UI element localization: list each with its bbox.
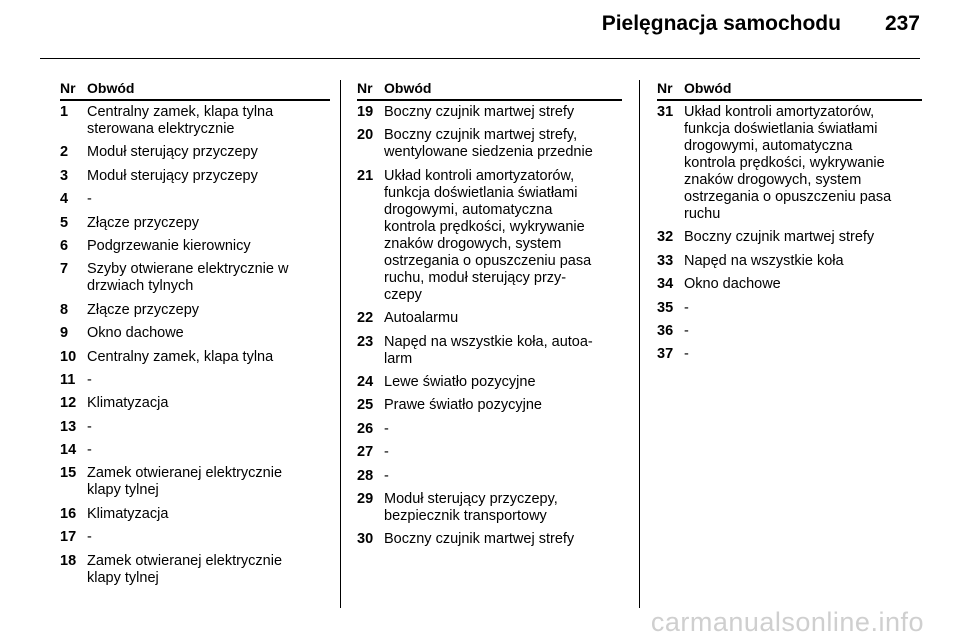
circuit-description: - xyxy=(384,444,389,461)
circuit-description: Boczny czujnik martwej strefy xyxy=(684,229,875,246)
table-row xyxy=(60,529,330,546)
page-title: Pielęgnacja samochodu xyxy=(601,12,841,35)
table-row xyxy=(357,397,622,414)
fuse-number: 27 xyxy=(357,444,374,461)
fuse-number: 36 xyxy=(657,322,674,339)
table-row xyxy=(60,261,330,295)
header-circuit: Obwód xyxy=(684,80,732,96)
table-row xyxy=(657,229,922,246)
header-nr: Nr xyxy=(60,80,76,96)
table-row xyxy=(60,553,330,587)
table-row xyxy=(357,168,622,304)
fuse-number: 4 xyxy=(60,191,69,208)
column-divider xyxy=(639,80,640,608)
fuse-number: 28 xyxy=(357,467,374,484)
circuit-description: Napęd na wszystkie koła, autoa‐ larm xyxy=(384,333,593,367)
table-row xyxy=(60,144,330,161)
fuse-number: 34 xyxy=(657,276,674,293)
table-row xyxy=(357,310,622,327)
table-header xyxy=(657,80,922,101)
circuit-description: Okno dachowe xyxy=(87,325,184,342)
table-row xyxy=(657,253,922,270)
fuse-number: 31 xyxy=(657,104,674,120)
fuse-number: 33 xyxy=(657,252,674,269)
header-circuit: Obwód xyxy=(384,80,432,96)
circuit-description: Boczny czujnik martwej strefy xyxy=(384,531,575,548)
circuit-description: Klimatyzacja xyxy=(87,395,169,412)
circuit-description: Napęd na wszystkie koła xyxy=(684,252,844,269)
table-row xyxy=(60,238,330,255)
circuit-description: Klimatyzacja xyxy=(87,505,169,522)
fuse-number: 3 xyxy=(60,167,69,184)
fuse-number: 19 xyxy=(357,104,374,120)
header-circuit: Obwód xyxy=(87,80,135,96)
table-row xyxy=(60,372,330,389)
table-row xyxy=(657,323,922,340)
fuse-number: 35 xyxy=(657,299,674,316)
circuit-description: Układ kontroli amortyzatorów, funkcja doświetlania światłami drogowymi, automatyczna kontrola prędkości, wykrywanie znaków drogowych, system ostrzegania o opuszczeniu pasa ruchu xyxy=(684,104,892,222)
circuit-description: Zamek otwieranej elektrycznie klapy tylnej xyxy=(87,465,283,499)
circuit-description: - xyxy=(684,299,689,316)
circuit-description: Moduł sterujący przyczepy xyxy=(87,167,258,184)
circuit-description: Złącze przyczepy xyxy=(87,214,200,231)
table-row xyxy=(357,491,622,525)
fuse-number: 14 xyxy=(60,442,77,459)
fuse-number: 21 xyxy=(357,167,374,184)
fuse-number: 22 xyxy=(357,310,374,327)
circuit-description: Moduł sterujący przyczepy xyxy=(87,144,258,161)
circuit-description: - xyxy=(87,442,92,459)
circuit-description: Układ kontroli amortyzatorów, funkcja doświetlania światłami drogowymi, automatyczna kontrola prędkości, wykrywanie znaków drogowych, system ostrzegania o opuszczeniu pasa ruchu, moduł sterujący przy‐ czepy xyxy=(384,167,592,303)
table-row xyxy=(60,191,330,208)
fuse-number: 13 xyxy=(60,418,77,435)
table-row xyxy=(60,465,330,499)
table-row xyxy=(60,325,330,342)
circuit-description: - xyxy=(384,420,389,437)
table-row xyxy=(357,104,622,121)
fuse-table-column-2 xyxy=(357,80,622,555)
table-row xyxy=(60,168,330,185)
circuit-description: Lewe światło pozycyjne xyxy=(384,373,536,390)
fuse-number: 25 xyxy=(357,397,374,414)
fuse-table-column-3 xyxy=(657,80,922,370)
table-row xyxy=(357,334,622,368)
circuit-description: - xyxy=(87,371,92,388)
circuit-description: Centralny zamek, klapa tylna xyxy=(87,348,274,365)
header-nr: Nr xyxy=(357,80,373,96)
table-header xyxy=(357,80,622,101)
page-header xyxy=(602,12,920,36)
circuit-description: Zamek otwieranej elektrycznie klapy tylnej xyxy=(87,552,283,586)
table-row xyxy=(60,506,330,523)
circuit-description: Złącze przyczepy xyxy=(87,301,200,318)
table-row xyxy=(60,104,330,138)
fuse-number: 15 xyxy=(60,465,77,482)
fuse-number: 37 xyxy=(657,346,674,363)
fuse-number: 9 xyxy=(60,325,69,342)
table-row xyxy=(357,421,622,438)
table-row xyxy=(60,395,330,412)
fuse-number: 24 xyxy=(357,373,374,390)
fuse-number: 12 xyxy=(60,395,77,412)
table-row xyxy=(657,276,922,293)
table-row xyxy=(357,444,622,461)
circuit-description: Moduł sterujący przyczepy, bezpiecznik transportowy xyxy=(384,490,558,524)
circuit-description: Prawe światło pozycyjne xyxy=(384,397,542,414)
fuse-number: 10 xyxy=(60,348,77,365)
fuse-number: 6 xyxy=(60,237,69,254)
table-row xyxy=(60,442,330,459)
fuse-table-column-1 xyxy=(60,80,330,593)
table-rows xyxy=(60,104,330,587)
circuit-description: Szyby otwierane elektrycznie w drzwiach tylnych xyxy=(87,261,289,295)
table-row xyxy=(357,374,622,391)
table-header xyxy=(60,80,330,101)
table-row xyxy=(657,346,922,363)
watermark: carmanualsonline.info xyxy=(650,607,924,637)
fuse-number: 5 xyxy=(60,214,69,231)
circuit-description: Centralny zamek, klapa tylna sterowana elektrycznie xyxy=(87,104,274,137)
fuse-number: 8 xyxy=(60,301,69,318)
fuse-number: 32 xyxy=(657,229,674,246)
fuse-number: 23 xyxy=(357,333,374,350)
circuit-description: Autoalarmu xyxy=(384,310,459,327)
table-row xyxy=(357,127,622,161)
fuse-number: 7 xyxy=(60,261,69,278)
table-row xyxy=(60,302,330,319)
page-number: 237 xyxy=(884,12,920,35)
fuse-number: 20 xyxy=(357,127,374,144)
circuit-description: - xyxy=(684,346,689,363)
table-rows xyxy=(657,104,922,363)
header-rule xyxy=(40,58,920,59)
fuse-number: 16 xyxy=(60,505,77,522)
circuit-description: - xyxy=(684,322,689,339)
table-row xyxy=(657,300,922,317)
table-row xyxy=(657,104,922,223)
circuit-description: Boczny czujnik martwej strefy xyxy=(384,104,575,120)
circuit-description: - xyxy=(87,529,92,546)
table-row xyxy=(60,349,330,366)
table-rows xyxy=(357,104,622,548)
fuse-number: 17 xyxy=(60,529,77,546)
fuse-number: 29 xyxy=(357,490,374,507)
fuse-number: 1 xyxy=(60,104,69,120)
table-row xyxy=(60,419,330,436)
fuse-number: 18 xyxy=(60,552,77,569)
fuse-number: 2 xyxy=(60,144,69,161)
circuit-description: Podgrzewanie kierownicy xyxy=(87,237,251,254)
table-row xyxy=(60,215,330,232)
table-row xyxy=(357,531,622,548)
circuit-description: Okno dachowe xyxy=(684,276,781,293)
fuse-number: 30 xyxy=(357,531,374,548)
table-row xyxy=(357,468,622,485)
fuse-number: 11 xyxy=(60,371,76,388)
header-nr: Nr xyxy=(657,80,673,96)
circuit-description: - xyxy=(384,467,389,484)
column-divider xyxy=(340,80,341,608)
circuit-description: - xyxy=(87,418,92,435)
fuse-number: 26 xyxy=(357,420,374,437)
circuit-description: Boczny czujnik martwej strefy, wentylowane siedzenia przednie xyxy=(384,127,593,161)
circuit-description: - xyxy=(87,191,92,208)
